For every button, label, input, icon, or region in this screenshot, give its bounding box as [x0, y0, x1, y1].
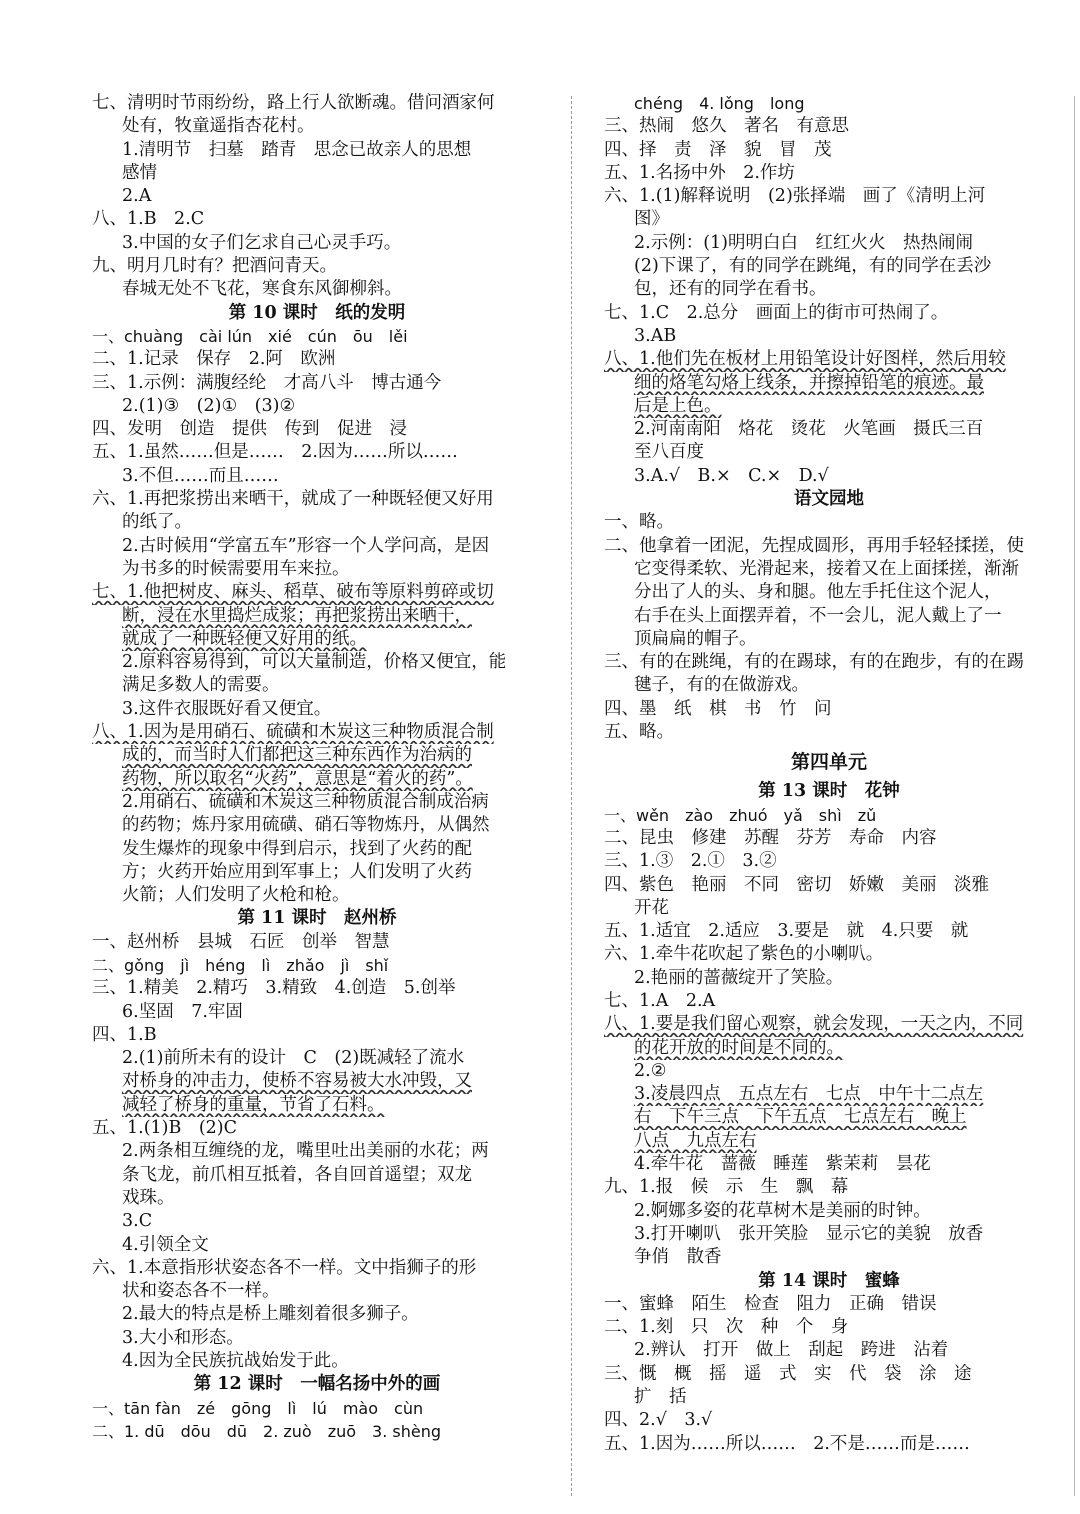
answer-line: 四、发明 创造 提供 传到 促进 浸	[92, 419, 407, 440]
answer-line: 春城无处不飞花，寒食东风御柳斜。	[122, 279, 402, 300]
answer-line: 6.坚固 7.牢固	[122, 1001, 243, 1022]
answer-line: 感情	[122, 162, 157, 183]
answer-line: 就成了一种既轻便又好用的纸。	[122, 628, 367, 649]
answer-line: 六、1.本意指形状姿态各不一样。文中指狮子的形	[92, 1257, 477, 1278]
section-heading: 第 12 课时 一幅名扬中外的画	[193, 1374, 441, 1395]
answer-line: 2.②	[634, 1060, 667, 1081]
answer-line: 三、1.③ 2.① 3.②	[604, 851, 777, 872]
answer-line: 3.中国的女子们乞求自己心灵手巧。	[122, 232, 402, 253]
answer-line: 四、择 责 泽 貌 冒 茂	[604, 139, 832, 160]
answer-line: 细的烙笔勾烙上线条，并擦掉铅笔的痕迹。最	[634, 372, 984, 393]
answer-line: 2.婀娜多姿的花草树木是美丽的时钟。	[634, 1200, 931, 1221]
answer-line: 成的，而当时人们都把这三种东西作为治病的	[122, 745, 472, 766]
answer-line: 右手在头上面摆弄着，不一会儿，泥人戴上了一	[634, 605, 1002, 626]
answer-line: 4.因为全民族抗战始发于此。	[122, 1351, 349, 1372]
answer-line: 3.不但……而且……	[122, 465, 279, 486]
answer-line: 1.清明节 扫墓 踏青 思念已故亲人的思想	[122, 139, 472, 160]
answer-line: 三、慨 概 摇 遥 式 实 代 袋 涂 途	[604, 1363, 972, 1384]
answer-line: 它变得柔软、光滑起来，接着又在上面揉搓，渐渐	[634, 558, 1019, 579]
answer-line: 对桥身的冲击力，使桥不容易被大水冲毁，又	[122, 1071, 472, 1092]
answer-line: 戏珠。	[122, 1187, 175, 1208]
answer-line: 三、热闹 悠久 著名 有意思	[604, 116, 849, 137]
section-heading: 第 14 课时 蜜蜂	[758, 1270, 900, 1291]
answer-line: (2)下课了，有的同学在跳绳，有的同学在丢沙	[634, 256, 992, 277]
section-heading: 语文园地	[794, 489, 864, 510]
section-heading: 第 13 课时 花钟	[758, 781, 900, 802]
answer-line: 为书多的时候需要用车来拉。	[122, 558, 350, 579]
answer-line: 3.大小和形态。	[122, 1327, 244, 1348]
answer-line: 八、1.B 2.C	[92, 209, 205, 230]
answer-line: 二、1.记录 保存 2.阿 欧洲	[92, 349, 336, 370]
answer-line: 断，浸在水里捣烂成浆；再把浆捞出来晒干，	[122, 605, 472, 626]
answer-line: 五、1.因为……所以…… 2.不是……而是……	[604, 1433, 970, 1454]
answer-line: 七、1.A 2.A	[604, 990, 716, 1011]
answer-line: 九、明月几时有？把酒问青天。	[92, 256, 337, 277]
answer-line: 三、1.示例：满腹经纶 才高八斗 博古通今	[92, 372, 442, 393]
answer-line: 三、1.精美 2.精巧 3.精致 4.创造 5.创举	[92, 978, 456, 999]
answer-line: 3.凌晨四点 五点左右 七点 中午十二点左	[634, 1084, 984, 1105]
answer-line: 一、chuàng cài lún xié cún ōu lěi	[92, 326, 408, 346]
answer-line: 2.示例：(1)明明白白 红红火火 热热闹闹	[634, 232, 973, 253]
answer-line: 四、1.B	[92, 1024, 157, 1045]
answer-line: 条飞龙，前爪相互抵着，各自回首遥望；双龙	[122, 1164, 472, 1185]
answer-line: 分出了人的头、身和腿。他左手托住这个泥人，	[634, 582, 1002, 603]
answer-line: 七、清明时节雨纷纷，路上行人欲断魂。借问酒家何	[92, 93, 495, 113]
answer-line: 六、1.再把浆捞出来晒干，就成了一种既轻便又好用	[92, 489, 494, 510]
answer-line: 一、wěn zào zhuó yǎ shì zǔ	[604, 805, 877, 825]
answer-line: 三、有的在跳绳，有的在踢球，有的在跑步，有的在踢	[604, 652, 1024, 673]
page-edge	[1074, 96, 1075, 1496]
answer-line: 七、1.C 2.总分 画面上的街市可热闹了。	[604, 302, 949, 323]
answer-line: 2.原料容易得到，可以大量制造，价格又便宜，能	[122, 652, 507, 673]
answer-line: 毽子，有的在做游戏。	[634, 675, 809, 696]
answer-line: 四、紫色 艳丽 不同 密切 娇嫩 美丽 淡雅	[604, 874, 989, 895]
answer-line: 四、2.√ 3.√	[604, 1410, 713, 1431]
answer-line: 八、1.要是我们留心观察，就会发现，一天之内，不同	[604, 1014, 1024, 1035]
answer-line: 3.C	[122, 1211, 153, 1232]
answer-line: 方；火药开始应用到军事上；人们发明了火药	[122, 861, 472, 882]
answer-line: 2.河南南阳 烙花 烫花 火笔画 摄氏三百	[634, 419, 984, 440]
section-heading: 第四单元	[790, 751, 867, 774]
answer-line: 右 下午三点 下午五点 七点左右 晚上	[634, 1107, 967, 1128]
answer-line: 八点 九点左右	[634, 1130, 757, 1151]
answer-line: 4.引领全文	[122, 1234, 209, 1255]
answer-line: 争俏 散香	[634, 1247, 722, 1268]
answer-line: 二、昆虫 修建 苏醒 芬芳 寿命 内容	[604, 827, 937, 848]
answer-line: 3.A.√ B.× C.× D.√	[634, 465, 829, 486]
answer-line: 的花开放的时间是不同的。	[634, 1037, 844, 1058]
left-column	[92, 92, 542, 1443]
answer-line: 后是上色。	[634, 395, 722, 416]
answer-line: 至八百度	[634, 442, 704, 463]
answer-line: 二、1. dū dōu dū 2. zuò zuō 3. shèng	[92, 1421, 442, 1441]
answer-line: 六、1.(1)解释说明 (2)张择端 画了《清明上河	[604, 186, 986, 207]
answer-line: 二、1.刻 只 次 种 个 身	[604, 1317, 849, 1338]
answer-line: 开花	[634, 897, 669, 918]
answer-line: 3.打开喇叭 张开笑脸 显示它的美貌 放香	[634, 1223, 984, 1244]
answer-line: 五、1.名扬中外 2.作坊	[604, 162, 795, 183]
answer-line: 2.古时候用“学富五车”形容一个人学问高，是因	[122, 535, 490, 556]
answer-line: 4.牵牛花 蔷薇 睡莲 紫茉莉 昙花	[634, 1154, 931, 1175]
answer-line: 的纸了。	[122, 512, 192, 533]
answer-line: 九、1.报 候 示 生 飘 幕	[604, 1177, 849, 1198]
answer-line: 2.最大的特点是桥上雕刻着很多狮子。	[122, 1304, 419, 1325]
answer-line: 减轻了桥身的重量，节省了石料。	[122, 1094, 385, 1115]
section-heading: 第 11 课时 赵州桥	[237, 908, 397, 929]
answer-line: 状和姿态各不一样。	[122, 1281, 280, 1302]
answer-line: 一、略。	[604, 512, 674, 533]
answer-line: 3.这件衣服既好看又便宜。	[122, 698, 332, 719]
answer-line: 五、略。	[604, 722, 674, 743]
answer-line: 二、gǒng jì héng lì zhǎo jì shǐ	[92, 955, 389, 975]
answer-line: 3.AB	[634, 325, 677, 346]
answer-line: 处有，牧童遥指杏花村。	[122, 116, 315, 137]
answer-line: 包，还有的同学在看书。	[634, 279, 827, 300]
answer-line: 二、他拿着一团泥，先捏成圆形，再用手轻轻揉搓，使	[604, 535, 1024, 556]
answer-line: 八、1.因为是用硝石、硫磺和木炭这三种物质混合制	[92, 722, 494, 743]
section-heading: 第 10 课时 纸的发明	[228, 302, 406, 323]
column-divider	[571, 96, 572, 1496]
answer-line: 药物，所以取名“火药”，意思是“着火的药”。	[122, 768, 473, 789]
answer-line: 2.用硝石、硫磺和木炭这三种物质混合制成治病	[122, 791, 489, 812]
answer-line: 2.(1)③ (2)① (3)②	[122, 395, 296, 416]
answer-line: 2.辨认 打开 做上 刮起 跨进 沾着	[634, 1340, 949, 1361]
answer-line: 图》	[634, 209, 669, 230]
answer-line: 火箭；人们发明了火枪和枪。	[122, 885, 350, 906]
answer-line: 2.(1)前所未有的设计 C (2)既减轻了流水	[122, 1048, 465, 1069]
answer-line: 2.艳丽的蔷薇绽开了笑脸。	[634, 967, 844, 988]
answer-line: 五、1.适宜 2.适应 3.要是 就 4.只要 就	[604, 921, 969, 942]
answer-line: 一、赵州桥 县城 石匠 创举 智慧	[92, 931, 390, 952]
answer-line: 六、1.牵牛花吹起了紫色的小喇叭。	[604, 944, 884, 965]
answer-line: 满足多数人的需要。	[122, 675, 280, 696]
answer-line: 2.两条相互缠绕的龙，嘴里吐出美丽的水花；两	[122, 1141, 489, 1162]
answer-line: 一、蜜蜂 陌生 检查 阻力 正确 错误	[604, 1293, 937, 1314]
answer-line: 的药物；炼丹家用硫磺、硝石等物炼丹，从偶然	[122, 815, 490, 836]
answer-line: 四、墨 纸 棋 书 竹 问	[604, 698, 832, 719]
answer-line: 2.A	[122, 186, 152, 207]
answer-line: 八、1.他们先在板材上用铅笔设计好图样，然后用较	[604, 349, 1006, 370]
answer-line: 五、1.虽然……但是…… 2.因为……所以……	[92, 442, 458, 463]
answer-line: 一、tān fàn zé gōng lì lú mào cùn	[92, 1398, 424, 1418]
answer-line: 扩 括	[634, 1387, 687, 1408]
right-column	[604, 92, 1054, 1456]
answer-line: 发生爆炸的现象中得到启示，找到了火药的配	[122, 838, 472, 859]
answer-line: chéng 4. lǒng long	[634, 94, 805, 113]
answer-line: 五、1.(1)B (2)C	[92, 1118, 238, 1139]
answer-line: 顶扁扁的帽子。	[634, 628, 757, 649]
answer-line: 七、1.他把树皮、麻头、稻草、破布等原料剪碎或切	[92, 582, 494, 603]
